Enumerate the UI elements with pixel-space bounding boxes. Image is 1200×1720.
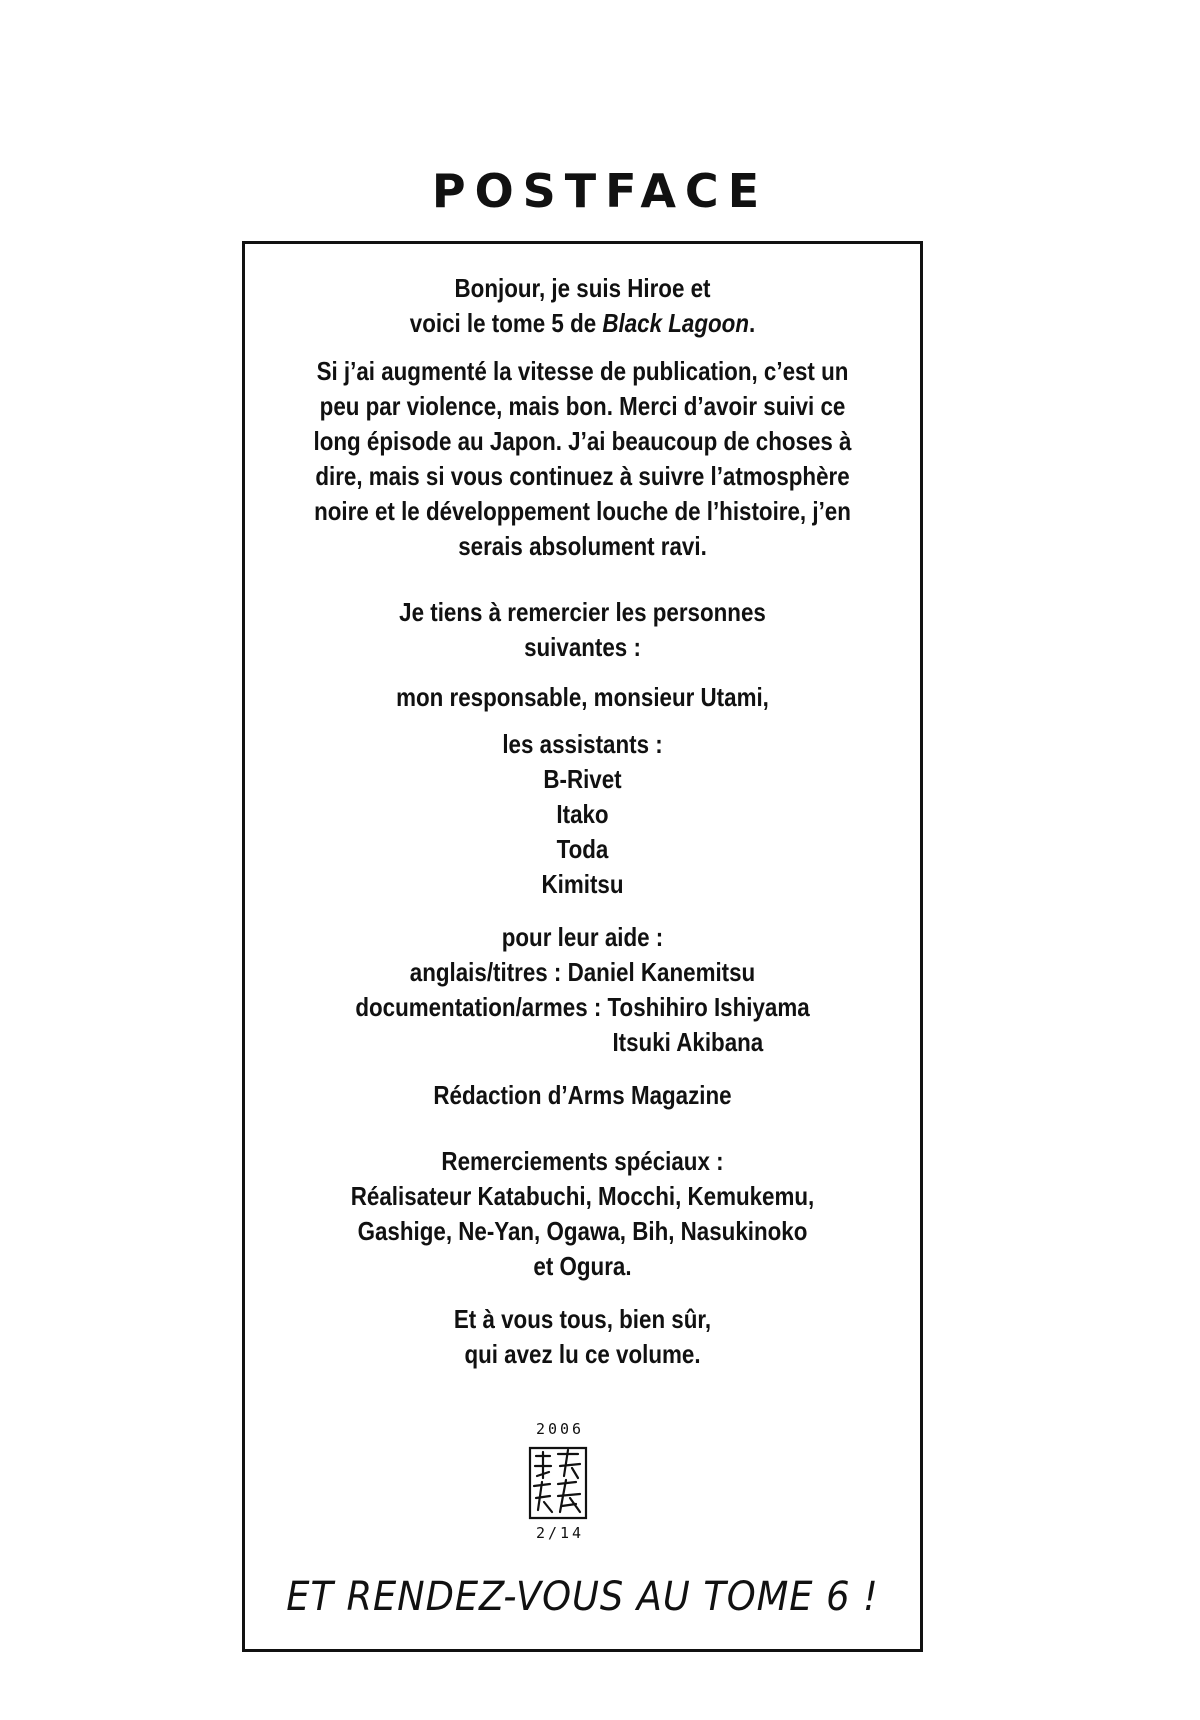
documentation-credit-key: documentation/armes : (355, 992, 602, 1022)
paragraph-line: long épisode au Japon. J’ai beaucoup de choses à (313, 426, 852, 456)
final-line-1: Et à vous tous, bien sûr, (453, 1304, 712, 1334)
documentation-credit (292, 990, 873, 1025)
final-thanks (292, 1302, 873, 1372)
assistants-label: les assistants : (502, 729, 663, 759)
intro-line-2-suffix: . (749, 308, 756, 338)
special-thanks-line: Gashige, Ne-Yan, Ogawa, Bih, Nasukinoko (357, 1216, 808, 1246)
english-credit-value: Daniel Kanemitsu (561, 957, 756, 987)
special-thanks (292, 1144, 873, 1284)
book-title: Black Lagoon (602, 308, 750, 338)
page-title: POSTFACE (431, 164, 769, 218)
special-thanks-line: et Ogura. (533, 1251, 632, 1281)
responsible-line: mon responsable, monsieur Utami, (396, 682, 769, 712)
documentation-credit-value: Toshihiro Ishiyama (601, 992, 810, 1022)
paragraph-line: Si j’ai augmenté la vitesse de publication, c’est un (316, 356, 849, 386)
author-signature (520, 1420, 600, 1545)
closing-line: ET RENDEZ-VOUS AU TOME 6 ! (286, 1574, 879, 1620)
thanks-intro (292, 595, 873, 665)
paragraph-line: dire, mais si vous continuez à suivre l’atmosphère (315, 461, 850, 491)
special-thanks-line: Réalisateur Katabuchi, Mocchi, Kemukemu, (350, 1181, 815, 1211)
english-credit-key: anglais/titres : (409, 957, 562, 987)
help-credits (292, 920, 873, 1060)
intro-line-2-prefix: voici le tome 5 de (409, 308, 603, 338)
thanks-line-2: suivantes : (524, 632, 641, 662)
thanks-line-1: Je tiens à remercier les personnes (399, 597, 766, 627)
paragraph-line: peu par violence, mais bon. Merci d’avoir suivi ce (319, 391, 846, 421)
assistant-name: Kimitsu (541, 869, 624, 899)
final-line-2: qui avez lu ce volume. (464, 1339, 701, 1369)
assistant-name: Itako (556, 799, 609, 829)
documentation-credit-2: Itsuki Akibana (612, 1027, 764, 1057)
intro-line-1: Bonjour, je suis Hiroe et (454, 273, 711, 303)
intro (292, 244, 873, 341)
paragraph-line: noire et le développement louche de l’histoire, j’en (314, 496, 851, 526)
intro-line-2 (292, 306, 873, 341)
help-label: pour leur aide : (501, 922, 664, 952)
assistant-name: B-Rivet (543, 764, 622, 794)
paragraph-line: serais absolument ravi. (458, 531, 707, 561)
redaction-credit: Rédaction d’Arms Magazine (433, 1080, 732, 1110)
english-credit (292, 955, 873, 990)
postface-content (292, 244, 873, 1372)
assistant-name: Toda (556, 834, 609, 864)
assistants (292, 727, 873, 902)
special-thanks-label: Remerciements spéciaux : (441, 1146, 724, 1176)
signature-date: 2/14 (535, 1524, 585, 1542)
author-paragraph (292, 354, 873, 564)
author-seal (530, 1448, 586, 1518)
signature-year: 2006 (535, 1420, 585, 1438)
